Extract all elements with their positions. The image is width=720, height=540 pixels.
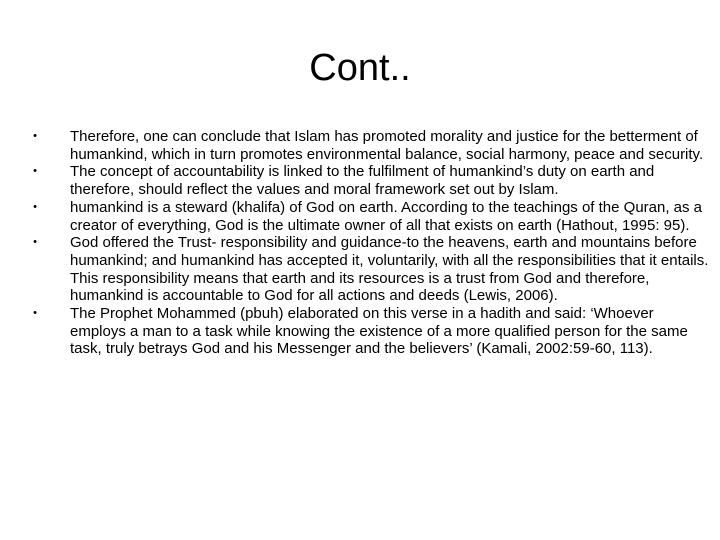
bullet-text: The concept of accountability is linked to the fulfilment of humankind’s duty on earth and therefore, should reflect the values and moral framework set out by Islam. bbox=[70, 163, 655, 199]
bullet-item bbox=[30, 163, 710, 198]
bullet-text: humankind is a steward (khalifa) of God on earth. According to the teachings of the Quran, as a creator of everything, God is the ultimate owner of all that exists on earth (Hathout, 1995: 95). bbox=[70, 198, 703, 234]
bullet-item bbox=[30, 199, 710, 234]
bullet-text: Therefore, one can conclude that Islam has promoted morality and justice for the betterment of humankind, which in turn promotes environmental balance, social harmony, peace and security. bbox=[70, 128, 704, 163]
bullet-marker-icon: • bbox=[33, 236, 37, 249]
bullet-marker-icon: • bbox=[33, 165, 37, 178]
bullet-item bbox=[30, 234, 710, 305]
bullet-marker-icon: • bbox=[33, 200, 37, 213]
bullet-marker-icon: • bbox=[33, 130, 37, 142]
slide-title: Cont.. bbox=[309, 47, 411, 89]
bullet-list bbox=[30, 128, 710, 358]
bullet-text: God offered the Trust- responsibility and guidance-to the heavens, earth and mountains before humankind; and humankind has accepted it, voluntarily, with all the responsibilities that it entails. This responsibility means that earth and its resources is a trust from God and therefore, humankind is accountable to God for all actions and deeds (Lewis, 2006). bbox=[70, 234, 709, 305]
bullet-marker-icon: • bbox=[33, 307, 37, 320]
bullet-item bbox=[30, 305, 710, 358]
bullet-item bbox=[30, 128, 710, 163]
bullet-text: The Prophet Mohammed (pbuh) elaborated on this verse in a hadith and said: ‘Whoever employs a man to a task while knowing the existence of a more qualified person for the same task, truly betrays God and his Messenger and the believers’ (Kamali, 2002:59-60, 113). bbox=[70, 305, 688, 358]
